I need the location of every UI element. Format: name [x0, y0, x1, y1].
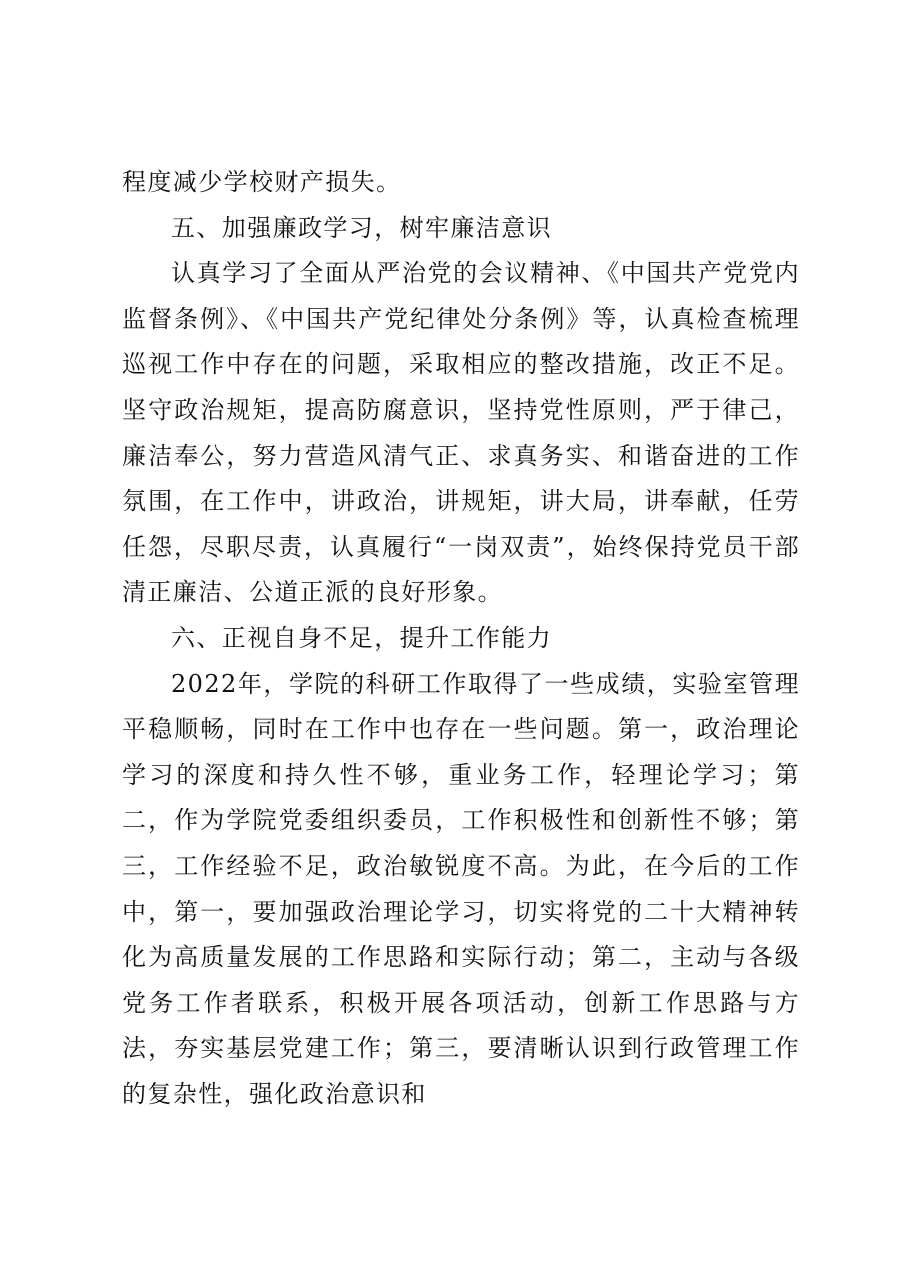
section-heading-six: 六、正视自身不足，提升工作能力: [171, 623, 552, 652]
document-body: [122, 160, 800, 1117]
paragraph-integrity-study: 认真学习了全面从严治党的会议精神、《中国共产党党内监督条例》、《中国共产党纪律处分条例》等，认真检查梳理巡视工作中存在的问题，采取相应的整改措施，改正不足。坚守政治规矩，提高防腐意识，坚持党性原则，严于律己，廉洁奉公，努力营造风清气正、求真务实、和谐奋进的工作氛围，在工作中，讲政治，讲规矩，讲大局，讲奉献，任劳任怨，尽职尽责，认真履行“一岗双责”，始终保持党员干部清正廉洁、公道正派的良好形象。: [122, 259, 800, 607]
paragraph-continuation: 程度减少学校财产损失。: [122, 168, 402, 196]
paragraph-self-assessment: 2022年，学院的科研工作取得了一些成绩，实验室管理平稳顺畅，同时在工作中也存在一些问题。第一，政治理论学习的深度和持久性不够，重业务工作，轻理论学习；第二，作为学院党委组织委员，工作积极性和创新性不够；第三，工作经验不足，政治敏锐度不高。为此，在今后的工作中，第一，要加强政治理论学习，切实将党的二十大精神转化为高质量发展的工作思路和实际行动；第二，主动与各级党务工作者联系，积极开展各项活动，创新工作思路与方法，夯实基层党建工作；第三，要清晰认识到行政管理工作的复杂性，强化政治意识和: [122, 669, 800, 1108]
section-heading-five: 五、加强廉政学习，树牢廉洁意识: [171, 213, 552, 242]
